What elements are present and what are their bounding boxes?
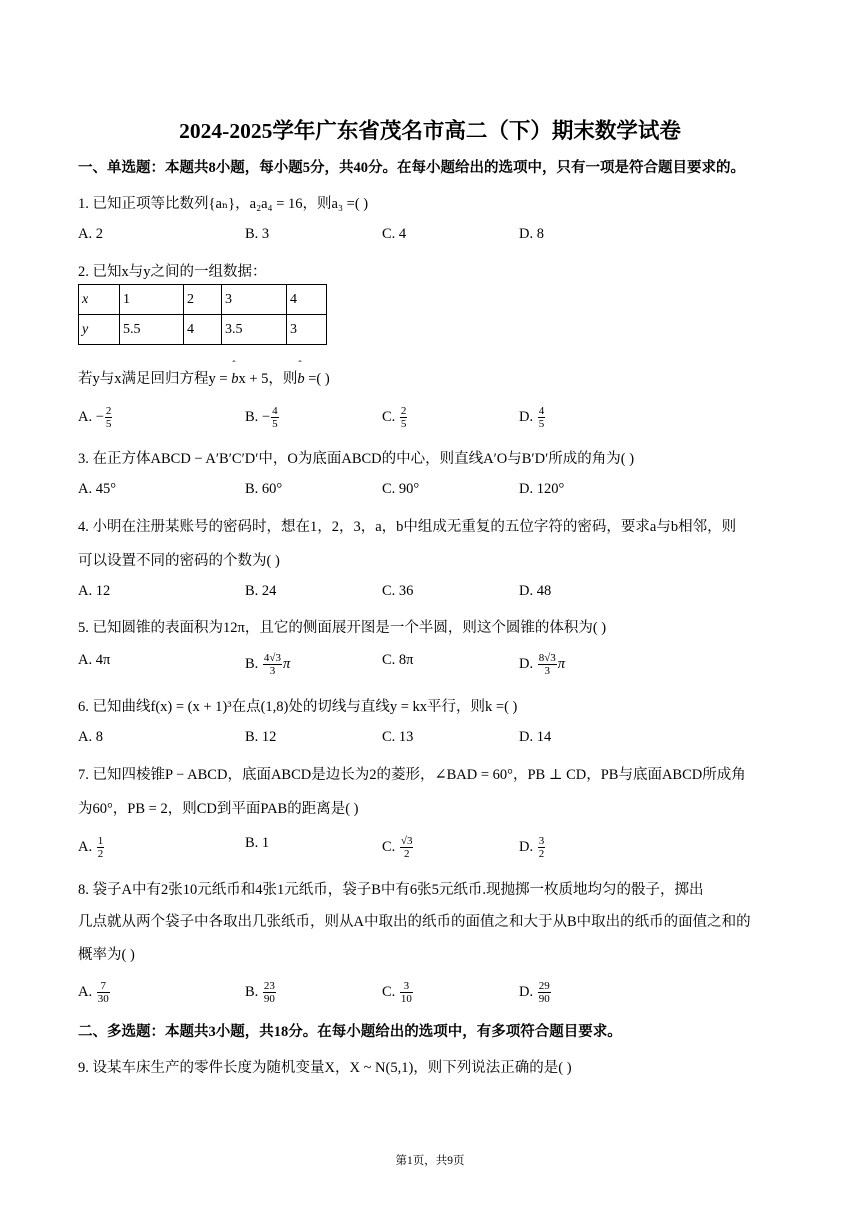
followup-text: =( ) bbox=[304, 371, 330, 387]
option-b: B. 3 bbox=[245, 226, 270, 242]
option-a: A. 8 bbox=[78, 729, 103, 745]
option-b: B. $\frac{23}{90}$ bbox=[245, 980, 275, 1005]
option-d: D. 8 bbox=[519, 226, 544, 242]
table-cell: 5.5 bbox=[120, 315, 184, 345]
question-2-stem: 2. 已知x与y之间的一组数据： bbox=[78, 264, 267, 280]
table-row bbox=[79, 285, 327, 315]
option-b: B. 12 bbox=[245, 729, 277, 745]
option-c: C. 36 bbox=[382, 583, 414, 599]
question-3-stem: 3. 在正方体ABCD − A′B′C′D′中，O为底面ABCD的中心，则直线A′O与B′D′所成的角为( ) bbox=[78, 451, 635, 467]
table-cell: 2 bbox=[184, 285, 222, 315]
question-5-stem: 5. 已知圆锥的表面积为12π，且它的侧面展开图是一个半圆，则这个圆锥的体积为( ) bbox=[78, 620, 607, 636]
question-6-stem: 6. 已知曲线f(x) = (x + 1)³在点(1,8)处的切线与直线y = kx平行，则k =( ) bbox=[78, 699, 518, 715]
table-cell: 3.5 bbox=[222, 315, 287, 345]
option-c: C. $\frac{√3}{2}$ bbox=[382, 835, 413, 860]
option-d: D. 120° bbox=[519, 481, 565, 497]
table-cell: 4 bbox=[184, 315, 222, 345]
option-c: C. 13 bbox=[382, 729, 414, 745]
data-table bbox=[78, 284, 327, 345]
table-cell: 4 bbox=[287, 285, 327, 315]
option-b: B. − $\frac{4}{5}$ bbox=[245, 405, 278, 430]
option-c: C. 8π bbox=[382, 652, 414, 668]
option-d: D. 14 bbox=[519, 729, 552, 745]
option-a: A. 4π bbox=[78, 652, 111, 668]
page-footer: 第1页，共9页 bbox=[395, 1155, 465, 1167]
option-d: D. $\frac{8√3}{3}$ π bbox=[519, 652, 566, 677]
table-cell: 3 bbox=[287, 315, 327, 345]
table-cell: y bbox=[79, 315, 120, 345]
option-b: B. $\frac{4√3}{3}$ π bbox=[245, 652, 291, 677]
option-c: C. $\frac{3}{10}$ bbox=[382, 980, 412, 1005]
question-8-stem-cont: 概率为( ) bbox=[78, 947, 135, 963]
page-title: 2024-2025学年广东省茂名市高二（下）期末数学试卷 bbox=[179, 119, 681, 143]
question-7-stem-cont: 为60°，PB = 2，则CD到平面PAB的距离是( ) bbox=[78, 801, 359, 817]
table-cell: 3 bbox=[222, 285, 287, 315]
section-heading-multiple-choice: 二、多选题：本题共3小题，共18分。在每小题给出的选项中，有多项符合题目要求。 bbox=[78, 1024, 622, 1040]
option-a: A. − $\frac{2}{5}$ bbox=[78, 405, 112, 430]
option-b: B. 1 bbox=[245, 835, 270, 851]
question-7-stem: 7. 已知四棱锥P − ABCD，底面ABCD是边长为2的菱形，∠BAD = 60°，PB ⊥ CD，PB与底面ABCD所成角 bbox=[78, 767, 746, 783]
option-d: D. $\frac{3}{2}$ bbox=[519, 835, 545, 860]
option-c: C. $\frac{2}{5}$ bbox=[382, 405, 407, 430]
section-heading-single-choice: 一、单选题：本题共8小题，每小题5分，共40分。在每小题给出的选项中，只有一项是符合题目要求的。 bbox=[78, 160, 745, 176]
option-d: D. 48 bbox=[519, 583, 552, 599]
option-b: B. 60° bbox=[245, 481, 283, 497]
b-hat: ˆ b bbox=[297, 371, 304, 387]
question-8-stem: 8. 袋子A中有2张10元纸币和4张1元纸币，袋子B中有6张5元纸币.现抛掷一枚质地均匀的骰子，掷出 bbox=[78, 882, 704, 898]
followup-text: x + 5，则 bbox=[238, 371, 298, 387]
question-1-stem: 1. 已知正项等比数列{aₙ}，a₂a₄ = 16，则a₃ =( ) bbox=[78, 196, 369, 212]
question-9-stem: 9. 设某车床生产的零件长度为随机变量X，X ~ N(5,1)，则下列说法正确的是( ) bbox=[78, 1060, 572, 1076]
followup-text: 若y与x满足回归方程y = bbox=[78, 371, 232, 387]
option-a: A. $\frac{1}{2}$ bbox=[78, 835, 104, 860]
question-8-stem-cont: 几点就从两个袋子中各取出几张纸币，则从A中取出的纸币的面值之和大于从B中取出的纸币的面值之和的 bbox=[78, 914, 751, 930]
b-hat: ˆ b bbox=[231, 371, 238, 387]
option-a: A. $\frac{7}{30}$ bbox=[78, 980, 109, 1005]
option-b: B. 24 bbox=[245, 583, 277, 599]
option-d: D. $\frac{4}{5}$ bbox=[519, 405, 545, 430]
table-cell: x bbox=[79, 285, 120, 315]
option-d: D. $\frac{29}{90}$ bbox=[519, 980, 550, 1005]
option-a: A. 12 bbox=[78, 583, 111, 599]
question-2-followup bbox=[78, 367, 330, 388]
option-c: C. 4 bbox=[382, 226, 407, 242]
table-cell: 1 bbox=[120, 285, 184, 315]
question-4-stem: 4. 小明在注册某账号的密码时，想在1，2，3，a，b中组成无重复的五位字符的密码，要求a与b相邻，则 bbox=[78, 519, 737, 535]
option-a: A. 45° bbox=[78, 481, 117, 497]
question-4-stem-cont: 可以设置不同的密码的个数为( ) bbox=[78, 553, 280, 569]
option-c: C. 90° bbox=[382, 481, 420, 497]
option-a: A. 2 bbox=[78, 226, 103, 242]
table-row bbox=[79, 315, 327, 345]
